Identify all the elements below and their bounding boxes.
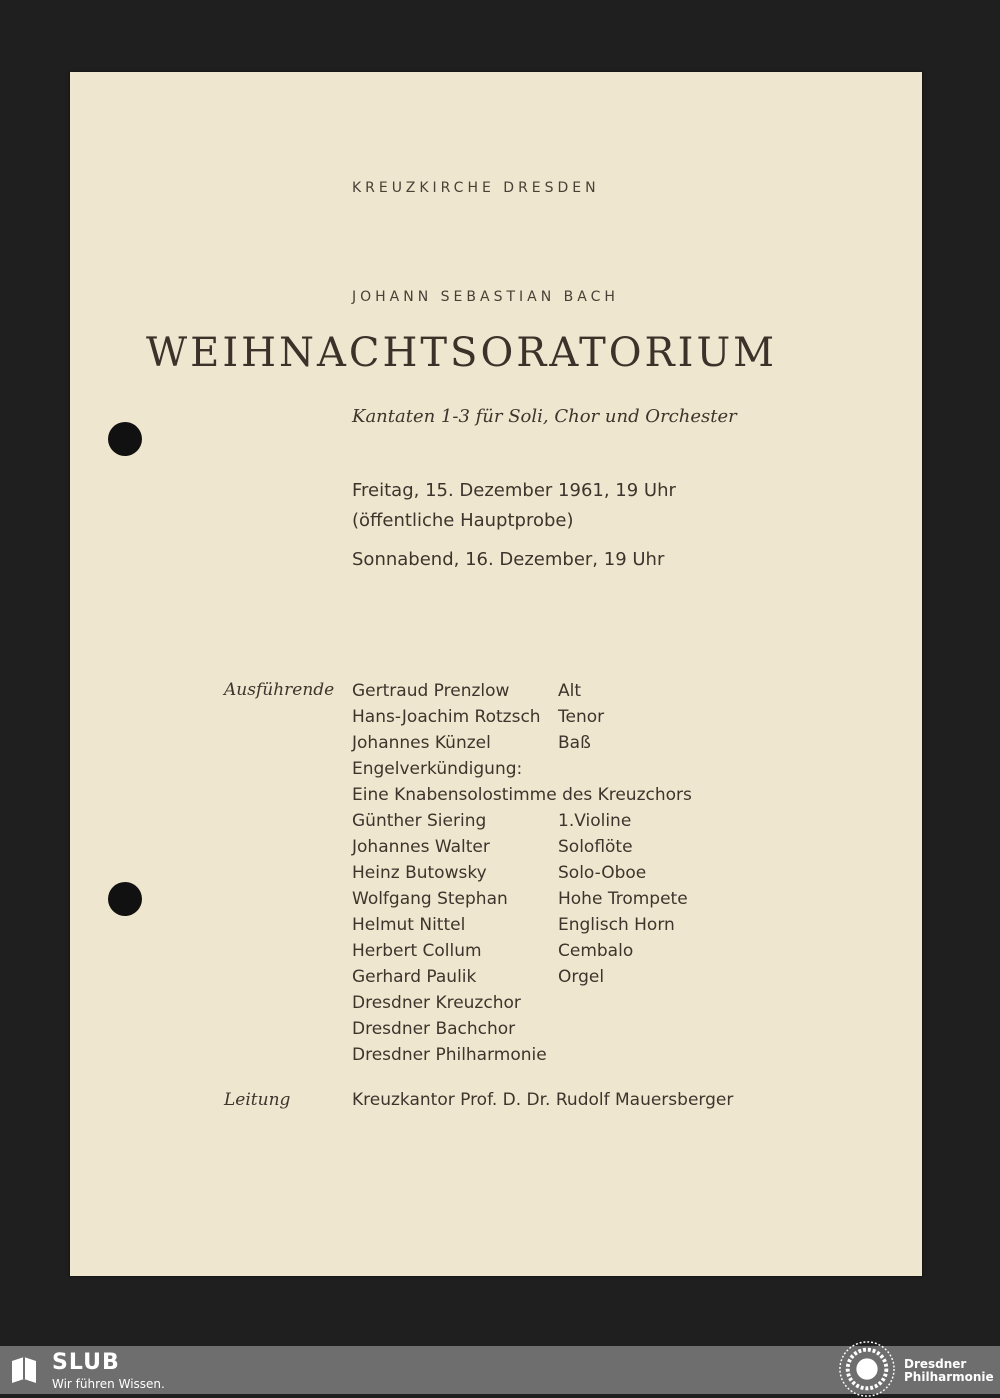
- performer-name: Eine Knabensolostimme des Kreuzchors: [352, 785, 692, 805]
- date-note: (öffentliche Hauptprobe): [352, 510, 574, 531]
- performer-row: [352, 938, 772, 964]
- work-title: WEIHNACHTSORATORIUM: [146, 330, 778, 376]
- composer-name: JOHANN SEBASTIAN BACH: [352, 289, 619, 305]
- performer-row: [352, 964, 772, 990]
- performer-row: [352, 1016, 772, 1042]
- performer-role: Cembalo: [558, 941, 634, 961]
- performer-name: Dresdner Bachchor: [352, 1019, 516, 1039]
- slub-tagline: Wir führen Wissen.: [52, 1377, 165, 1391]
- philharmonie-name-line1: Dresdner: [904, 1357, 967, 1371]
- performer-name: Dresdner Philharmonie: [352, 1045, 547, 1065]
- philharmonie-logo-icon[interactable]: [838, 1340, 896, 1398]
- performer-name: Günther Siering: [352, 811, 487, 831]
- performer-role: Englisch Horn: [558, 915, 675, 935]
- performer-role: Solo-Oboe: [558, 863, 647, 883]
- punch-hole-top: [108, 422, 142, 456]
- performer-name: Gertraud Prenzlow: [352, 681, 510, 701]
- footer-bar: [0, 1346, 1000, 1394]
- performer-row: [352, 704, 772, 730]
- performer-name: Engelverkündigung:: [352, 759, 523, 779]
- work-subtitle: Kantaten 1-3 für Soli, Chor und Orchester: [352, 406, 737, 427]
- performer-row: [352, 1042, 772, 1068]
- performers-label: Ausführende: [224, 680, 335, 700]
- slub-logo-icon[interactable]: [10, 1355, 38, 1385]
- performer-role: Soloflöte: [558, 837, 633, 857]
- program-page: [70, 72, 922, 1276]
- conductor-name: Kreuzkantor Prof. D. Dr. Rudolf Mauersberger: [352, 1090, 734, 1110]
- philharmonie-name-line2: Philharmonie: [904, 1370, 994, 1384]
- performer-row: [352, 990, 772, 1016]
- performer-name: Herbert Collum: [352, 941, 482, 961]
- performer-name: Heinz Butowsky: [352, 863, 487, 883]
- performer-name: Hans-Joachim Rotzsch: [352, 707, 541, 727]
- performer-role: Baß: [558, 733, 591, 753]
- punch-hole-bottom: [108, 882, 142, 916]
- performer-row: [352, 886, 772, 912]
- philharmonie-name[interactable]: [904, 1358, 996, 1384]
- date-saturday: Sonnabend, 16. Dezember, 19 Uhr: [352, 549, 665, 570]
- performer-role: Tenor: [558, 707, 605, 727]
- performer-row: [352, 860, 772, 886]
- performer-role: Alt: [558, 681, 582, 701]
- performer-name: Helmut Nittel: [352, 915, 466, 935]
- performer-name: Dresdner Kreuzchor: [352, 993, 521, 1013]
- performer-row: [352, 834, 772, 860]
- performers-list: [352, 678, 772, 1068]
- date-friday: Freitag, 15. Dezember 1961, 19 Uhr: [352, 480, 676, 501]
- performer-row: [352, 912, 772, 938]
- performer-row: [352, 782, 772, 808]
- performer-name: Johannes Künzel: [352, 733, 491, 753]
- slub-name[interactable]: SLUB: [52, 1350, 120, 1375]
- performer-name: Gerhard Paulik: [352, 967, 477, 987]
- performer-role: 1.Violine: [558, 811, 632, 831]
- church-name: KREUZKIRCHE DRESDEN: [352, 180, 600, 196]
- performer-name: Johannes Walter: [352, 837, 490, 857]
- performer-role: Hohe Trompete: [558, 889, 688, 909]
- performer-role: Orgel: [558, 967, 605, 987]
- performer-name: Wolfgang Stephan: [352, 889, 508, 909]
- performer-row: [352, 808, 772, 834]
- performer-row: [352, 756, 772, 782]
- performer-row: [352, 678, 772, 704]
- performer-row: [352, 730, 772, 756]
- conductor-label: Leitung: [224, 1090, 291, 1110]
